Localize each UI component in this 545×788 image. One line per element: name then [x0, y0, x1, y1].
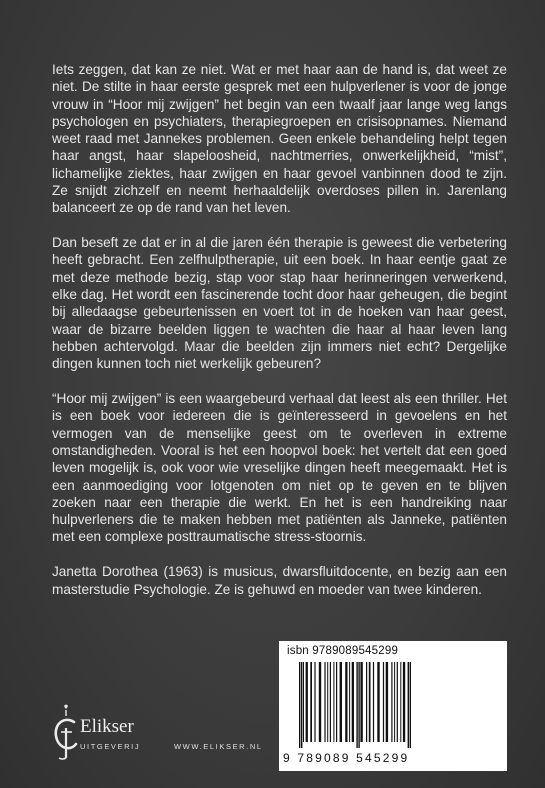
paragraph-1: Iets zeggen, dat kan ze niet. Wat er met haar aan de hand is, dat weet ze niet. De stilte in haar eerste gesprek met een hulpverlener is voor de jonge vrouw in “Hoor mij zwijgen” het begin van een twaalf jaar lange weg langs psychologen en psychiaters, therapiegroepen en crisisopnames. Niemand weet raad met Jannekes problemen. Geen enkele behandeling helpt tegen haar angst, haar slapeloosheid, nachtmerries, onwerkelijkheid, “mist”, lichamelijke ziektes, haar zwijgen en haar gevoel vanbinnen dood te zijn. Ze snijdt zichzelf en neemt herhaaldelijk overdoses pillen in. Jarenlang balanceert ze op de rand van het leven. — [52, 62, 507, 216]
barcode-digits: 9 789089 545299 — [283, 751, 410, 765]
blurb-text — [52, 61, 507, 615]
publisher-website: WWW.ELIKSER.NL — [174, 742, 263, 751]
publisher-name: Elikser — [80, 716, 134, 737]
isbn-label: isbn 9789089545299 — [287, 645, 399, 657]
elikser-logo-icon — [50, 702, 82, 762]
paragraph-2: Dan beseft ze dat er in al die jaren één therapie is geweest die verbetering heeft gebracht. Een zelfhulptherapie, uit een boek. In haar eentje gaat ze met deze methode bezig, stap voor stap haar herinneringen verwerkend, elke dag. Het wordt een fascinerende tocht door haar geheugen, die begint bij alledaagse gebeurtenissen en voert tot in de hoeken van haar geest, waar de bizarre beelden liggen te wachten die haar al haar leven lang hebben achtervolgd. Maar die beelden zijn immers niet echt? Dergelijke dingen kunnen toch niet werkelijk gebeuren? — [52, 235, 507, 372]
author-bio: Janetta Dorothea (1963) is musicus, dwarsfluitdocente, en bezig aan een masterstudie Psychologie. Ze is gehuwd en moeder van twee kinderen. — [52, 564, 507, 597]
publisher-subtitle: UITGEVERIJ — [80, 742, 141, 751]
barcode-icon — [291, 662, 501, 750]
paragraph-3: “Hoor mij zwijgen” is een waargebeurd verhaal dat leest als een thriller. Het is een boek voor iedereen die is geïnteresseerd in gevoelens en het vermogen van de menselijke geest om te overleven in extreme omstandigheden. Vooral is het een hoopvol boek: het vertelt dat een goed leven mogelijk is, ook voor wie vreselijke dingen heeft meegemaakt. Het is een aanmoediging voor lotgenoten om niet op te geven en te blijven zoeken naar een therapie die werkt. En het is een handreiking naar hulpverleners die te maken hebben met patiënten als Janneke, patiënten met een complexe posttraumatische stress-stoornis. — [52, 391, 507, 545]
